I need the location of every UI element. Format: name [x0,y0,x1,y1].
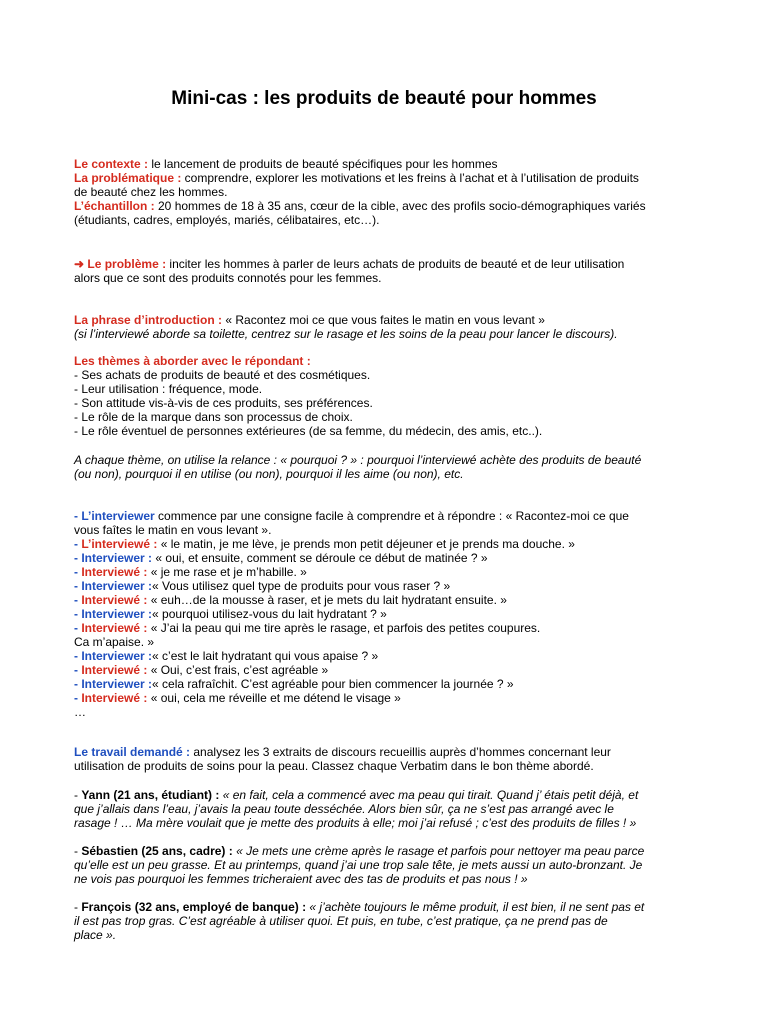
dialogue-line [74,537,704,551]
travail-label: Le travail demandé : [74,745,191,759]
dialogue-line [74,579,704,593]
dash: - [74,691,82,705]
dialogue-ellipsis: … [74,705,86,719]
problematique-line [74,171,704,185]
verbatim-line [74,788,704,802]
dialogue-text: « c’est le lait hydratant qui vous apaise ? » [152,649,379,663]
verbatim-line [74,844,704,858]
context-section [74,157,704,227]
dialogue-line [74,691,704,705]
dialogue-line [74,621,704,635]
problematique-text: comprendre, explorer les motivations et les freins à l’achat et à l’utilisation de produits [181,171,639,185]
verbatim-line: que j’allais dans l’eau, j’avais la peau toute desséchée. Alors bien sûr, ça ne s’est pas arrangé avec le [74,802,614,816]
themes-label: Les thèmes à aborder avec le répondant : [74,354,311,368]
dash: - [74,593,82,607]
dash: - [74,788,82,802]
interviewer-label: L’interviewer [81,509,155,523]
speaker-interviewer: Interviewer : [81,607,153,621]
dash: - [74,663,82,677]
dash: - [74,621,82,635]
speaker-interviewe: Interviewé : [81,663,148,677]
theme-item: - Le rôle de la marque dans son processus de choix. [74,410,353,424]
speaker-interviewe: Interviewé : [81,565,148,579]
echantillon-line [74,199,704,213]
introduction-section [74,313,704,341]
travail-section [74,745,704,773]
problematique-line-2: de beauté chez les hommes. [74,185,228,199]
relance-line-2: (ou non), pourquoi il en utilise (ou non), pourquoi il les aime (ou non), etc. [74,467,464,481]
context-label: Le contexte : [74,157,149,171]
speaker-interviewer: Interviewer : [81,677,153,691]
verbatim-francois [74,900,704,942]
probleme-label: ➜ Le problème : [74,257,167,271]
dash: - [74,537,82,551]
dash: - [74,649,82,663]
verbatim-line [74,900,704,914]
dialogue-text: « euh…de la mousse à raser, et je mets du lait hydratant ensuite. » [147,593,507,607]
relance-line: A chaque thème, on utilise la relance : « pourquoi ? » : pourquoi l’interviewé achète des produits de beauté [74,453,642,467]
dialogue-text: « Oui, c’est frais, c’est agréable » [147,663,329,677]
dialogue-intro-line-2: vous faîtes le matin en vous levant ». [74,523,272,537]
speaker-interviewer: Interviewer : [81,649,153,663]
dialogue-text: « cela rafraîchit. C’est agréable pour bien commencer la journée ? » [152,677,514,691]
dialogue-text: « le matin, je me lève, je prends mon petit déjeuner et je prends ma douche. » [157,537,575,551]
speaker-interviewe: Interviewé : [81,593,148,607]
context-line [74,157,704,171]
dialogue-intro [74,509,704,523]
probleme-section [74,257,704,285]
dialogue-text: « je me rase et je m’habille. » [147,565,307,579]
page-title: Mini-cas : les produits de beauté pour hommes [171,88,597,109]
dialogue-text: « Vous utilisez quel type de produits pour vous raser ? » [152,579,451,593]
dialogue-text: « oui, et ensuite, comment se déroule ce début de matinée ? » [152,551,488,565]
verbatim-text: « Je mets une crème après le rasage et parfois pour nettoyer ma peau parce [232,844,645,858]
dialogue-text: « pourquoi utilisez-vous du lait hydratant ? » [152,607,387,621]
probleme-text: inciter les hommes à parler de leurs achats de produits de beauté et de leur utilisation [166,257,625,271]
echantillon-text: 20 hommes de 18 à 35 ans, cœur de la cible, avec des profils socio-démographiques variés [154,199,646,213]
relance-section [74,453,704,481]
verbatim-line: ne vois pas pourquoi les femmes tricheraient avec des tas de produits et pas nous ! » [74,872,528,886]
speaker-interviewer: Interviewer : [81,579,153,593]
dialogue-line [74,677,704,691]
dialogue-section [74,509,704,719]
verbatim-line: place ». [74,928,117,942]
probleme-line-2: alors que ce sont des produits connotés pour les femmes. [74,271,382,285]
verbatim-line: il est pas trop gras. C’est agréable à utiliser quoi. Et puis, en tube, c’est pratique, ça ne prend pas de [74,914,608,928]
dialogue-line [74,565,704,579]
dialogue-intro-text: commence par une consigne facile à comprendre et à répondre : « Racontez-moi ce que [154,509,629,523]
dialogue-line [74,593,704,607]
dialogue-line [74,649,704,663]
themes-section [74,354,704,438]
introduction-line [74,313,704,327]
verbatim-sebastien [74,844,704,886]
dialogue-text: « oui, cela me réveille et me détend le visage » [147,691,401,705]
verbatim-line: rasage ! … Ma mère voulait que je mette des produits à elle; moi j’ai refusé ; c’est des produits de filles ! » [74,816,637,830]
dash: - [74,607,82,621]
dash: - [74,844,82,858]
introduction-label: La phrase d’introduction : [74,313,223,327]
dash: - [74,551,82,565]
speaker-interviewe: L’interviewé : [81,537,158,551]
dialogue-line [74,607,704,621]
dash: - [74,900,82,914]
theme-item: - Ses achats de produits de beauté et des cosmétiques. [74,368,371,382]
travail-text: analysez les 3 extraits de discours recueillis auprès d’hommes concernant leur [190,745,611,759]
dash: - [74,565,82,579]
echantillon-line-2: (étudiants, cadres, employés, mariés, célibataires, etc…). [74,213,380,227]
introduction-note: (si l’interviewé aborde sa toilette, centrez sur le rasage et les soins de la peau pour lancer le discours). [74,327,618,341]
dash: - [74,677,82,691]
speaker-interviewe: Interviewé : [81,691,148,705]
echantillon-label: L’échantillon : [74,199,155,213]
problematique-label: La problématique : [74,171,182,185]
dialogue-text: « J’ai la peau qui me tire après le rasage, et parfois des petites coupures. [147,621,541,635]
context-text: le lancement de produits de beauté spécifiques pour les hommes [148,157,498,171]
theme-item: - Son attitude vis-à-vis de ces produits, ses préférences. [74,396,373,410]
verbatim-line: qu’elle est un peu grasse. Et au printemps, quand j’ai une trop sale tête, je mets aussi un auto-bronzant. Je [74,858,643,872]
probleme-line [74,257,704,271]
introduction-text: « Racontez moi ce que vous faites le matin en vous levant » [222,313,545,327]
dash: - [74,509,82,523]
verbatim-text: « en fait, cela a commencé avec ma peau qui tirait. Quand j’ étais petit déjà, et [219,788,639,802]
speaker-interviewer: Interviewer : [81,551,153,565]
verbatim-speaker: Sébastien (25 ans, cadre) : [81,844,233,858]
travail-line-2: utilisation de produits de soins pour la peau. Classez chaque Verbatim dans le bon thème abordé. [74,759,594,773]
verbatim-speaker: François (32 ans, employé de banque) : [81,900,307,914]
dialogue-line: Ca m’apaise. » [74,635,155,649]
theme-item: - Le rôle éventuel de personnes extérieures (de sa femme, du médecin, des amis, etc..). [74,424,543,438]
verbatim-speaker: Yann (21 ans, étudiant) : [81,788,220,802]
speaker-interviewe: Interviewé : [81,621,148,635]
verbatim-yann [74,788,704,830]
dash: - [74,579,82,593]
travail-line [74,745,704,759]
theme-item: - Leur utilisation : fréquence, mode. [74,382,263,396]
dialogue-line [74,551,704,565]
verbatim-text: « j’achète toujours le même produit, il est bien, il ne sent pas et [306,900,645,914]
dialogue-line [74,663,704,677]
